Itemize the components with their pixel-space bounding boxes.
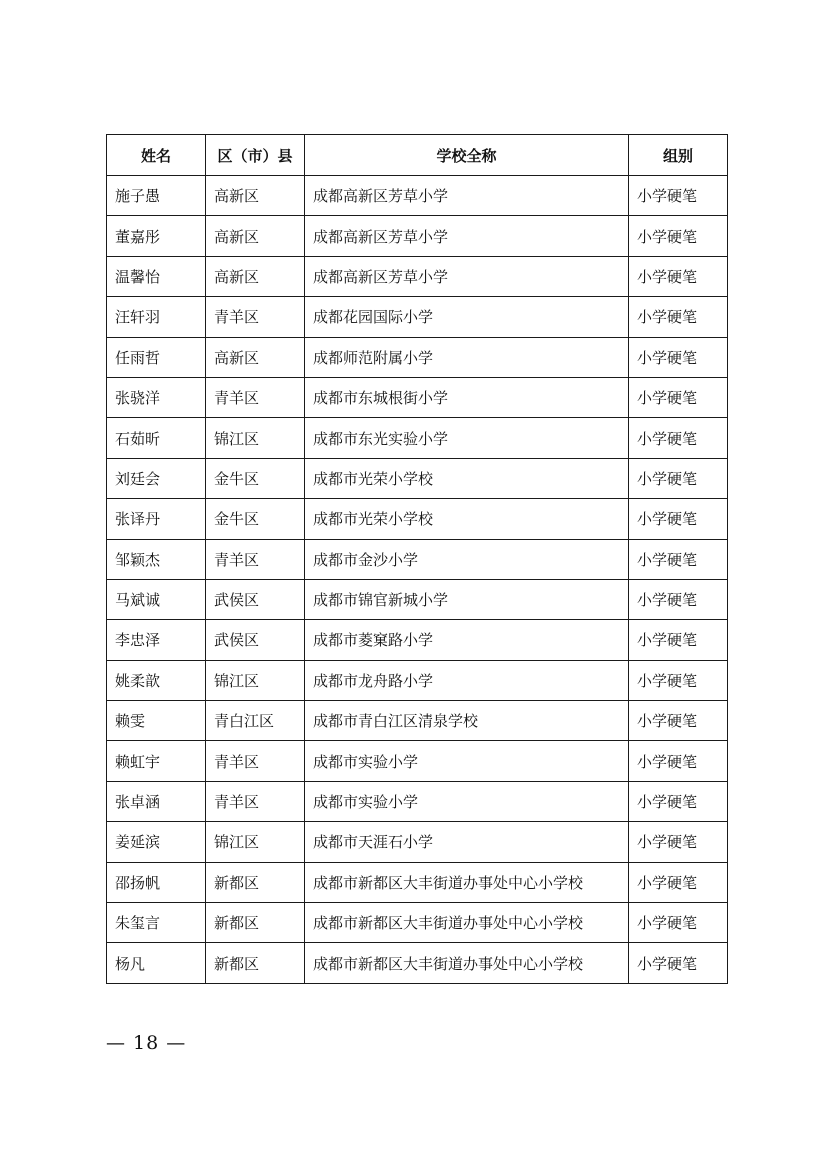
cell-district: 高新区 [206, 337, 305, 377]
cell-name: 施子愚 [107, 176, 206, 216]
table-row [107, 337, 728, 377]
table-row [107, 822, 728, 862]
cell-group: 小学硬笔 [629, 620, 728, 660]
cell-name: 朱玺言 [107, 903, 206, 943]
cell-group: 小学硬笔 [629, 458, 728, 498]
cell-group: 小学硬笔 [629, 499, 728, 539]
page-number: — 18 — [106, 1032, 187, 1054]
cell-name: 张译丹 [107, 499, 206, 539]
cell-school: 成都市龙舟路小学 [305, 660, 629, 700]
cell-name: 赖虹宇 [107, 741, 206, 781]
cell-name: 任雨哲 [107, 337, 206, 377]
cell-group: 小学硬笔 [629, 539, 728, 579]
table-row [107, 903, 728, 943]
cell-name: 马斌诚 [107, 579, 206, 619]
table-header-row [107, 135, 728, 176]
cell-group: 小学硬笔 [629, 297, 728, 337]
cell-group: 小学硬笔 [629, 781, 728, 821]
table-row [107, 216, 728, 256]
cell-name: 刘廷会 [107, 458, 206, 498]
cell-name: 石茹昕 [107, 418, 206, 458]
cell-district: 新都区 [206, 903, 305, 943]
cell-name: 姚柔歆 [107, 660, 206, 700]
header-group: 组别 [629, 135, 728, 176]
cell-district: 高新区 [206, 256, 305, 296]
table-row [107, 458, 728, 498]
cell-school: 成都花园国际小学 [305, 297, 629, 337]
cell-school: 成都高新区芳草小学 [305, 256, 629, 296]
cell-name: 张卓涵 [107, 781, 206, 821]
cell-name: 董嘉彤 [107, 216, 206, 256]
cell-district: 青羊区 [206, 539, 305, 579]
cell-district: 高新区 [206, 216, 305, 256]
cell-group: 小学硬笔 [629, 337, 728, 377]
cell-school: 成都市锦官新城小学 [305, 579, 629, 619]
cell-group: 小学硬笔 [629, 701, 728, 741]
cell-district: 武侯区 [206, 579, 305, 619]
cell-name: 汪轩羽 [107, 297, 206, 337]
cell-school: 成都市东城根街小学 [305, 377, 629, 417]
cell-district: 青白江区 [206, 701, 305, 741]
cell-group: 小学硬笔 [629, 579, 728, 619]
cell-district: 锦江区 [206, 418, 305, 458]
table-row [107, 377, 728, 417]
table-row [107, 862, 728, 902]
cell-school: 成都市新都区大丰街道办事处中心小学校 [305, 862, 629, 902]
cell-group: 小学硬笔 [629, 176, 728, 216]
cell-group: 小学硬笔 [629, 822, 728, 862]
cell-district: 锦江区 [206, 822, 305, 862]
cell-school: 成都市新都区大丰街道办事处中心小学校 [305, 943, 629, 983]
cell-group: 小学硬笔 [629, 862, 728, 902]
cell-school: 成都市菱窠路小学 [305, 620, 629, 660]
table-row [107, 579, 728, 619]
cell-school: 成都市金沙小学 [305, 539, 629, 579]
cell-district: 金牛区 [206, 499, 305, 539]
cell-school: 成都高新区芳草小学 [305, 176, 629, 216]
table-row [107, 256, 728, 296]
cell-district: 青羊区 [206, 297, 305, 337]
cell-school: 成都市光荣小学校 [305, 499, 629, 539]
table-row [107, 620, 728, 660]
table-row [107, 176, 728, 216]
table-row [107, 539, 728, 579]
cell-group: 小学硬笔 [629, 660, 728, 700]
cell-group: 小学硬笔 [629, 216, 728, 256]
cell-district: 金牛区 [206, 458, 305, 498]
table-row [107, 701, 728, 741]
cell-name: 邵扬帆 [107, 862, 206, 902]
cell-school: 成都高新区芳草小学 [305, 216, 629, 256]
cell-district: 高新区 [206, 176, 305, 216]
header-name: 姓名 [107, 135, 206, 176]
cell-name: 姜延滨 [107, 822, 206, 862]
cell-district: 锦江区 [206, 660, 305, 700]
cell-district: 青羊区 [206, 781, 305, 821]
cell-school: 成都市天涯石小学 [305, 822, 629, 862]
cell-group: 小学硬笔 [629, 377, 728, 417]
cell-school: 成都市新都区大丰街道办事处中心小学校 [305, 903, 629, 943]
cell-name: 李忠泽 [107, 620, 206, 660]
cell-school: 成都师范附属小学 [305, 337, 629, 377]
cell-group: 小学硬笔 [629, 903, 728, 943]
cell-name: 邹颖杰 [107, 539, 206, 579]
cell-group: 小学硬笔 [629, 741, 728, 781]
cell-name: 温馨怡 [107, 256, 206, 296]
header-district: 区（市）县 [206, 135, 305, 176]
table-row [107, 660, 728, 700]
cell-district: 武侯区 [206, 620, 305, 660]
cell-district: 青羊区 [206, 741, 305, 781]
table-row [107, 943, 728, 983]
cell-school: 成都市东光实验小学 [305, 418, 629, 458]
cell-school: 成都市青白江区清泉学校 [305, 701, 629, 741]
table-row [107, 499, 728, 539]
cell-group: 小学硬笔 [629, 256, 728, 296]
header-school: 学校全称 [305, 135, 629, 176]
cell-name: 杨凡 [107, 943, 206, 983]
cell-name: 张骁洋 [107, 377, 206, 417]
cell-school: 成都市实验小学 [305, 781, 629, 821]
cell-district: 青羊区 [206, 377, 305, 417]
table-row [107, 418, 728, 458]
cell-district: 新都区 [206, 862, 305, 902]
table-row [107, 741, 728, 781]
cell-name: 赖雯 [107, 701, 206, 741]
cell-school: 成都市光荣小学校 [305, 458, 629, 498]
table-row [107, 781, 728, 821]
cell-group: 小学硬笔 [629, 418, 728, 458]
table-row [107, 297, 728, 337]
award-list-table [106, 134, 728, 984]
cell-group: 小学硬笔 [629, 943, 728, 983]
cell-district: 新都区 [206, 943, 305, 983]
cell-school: 成都市实验小学 [305, 741, 629, 781]
